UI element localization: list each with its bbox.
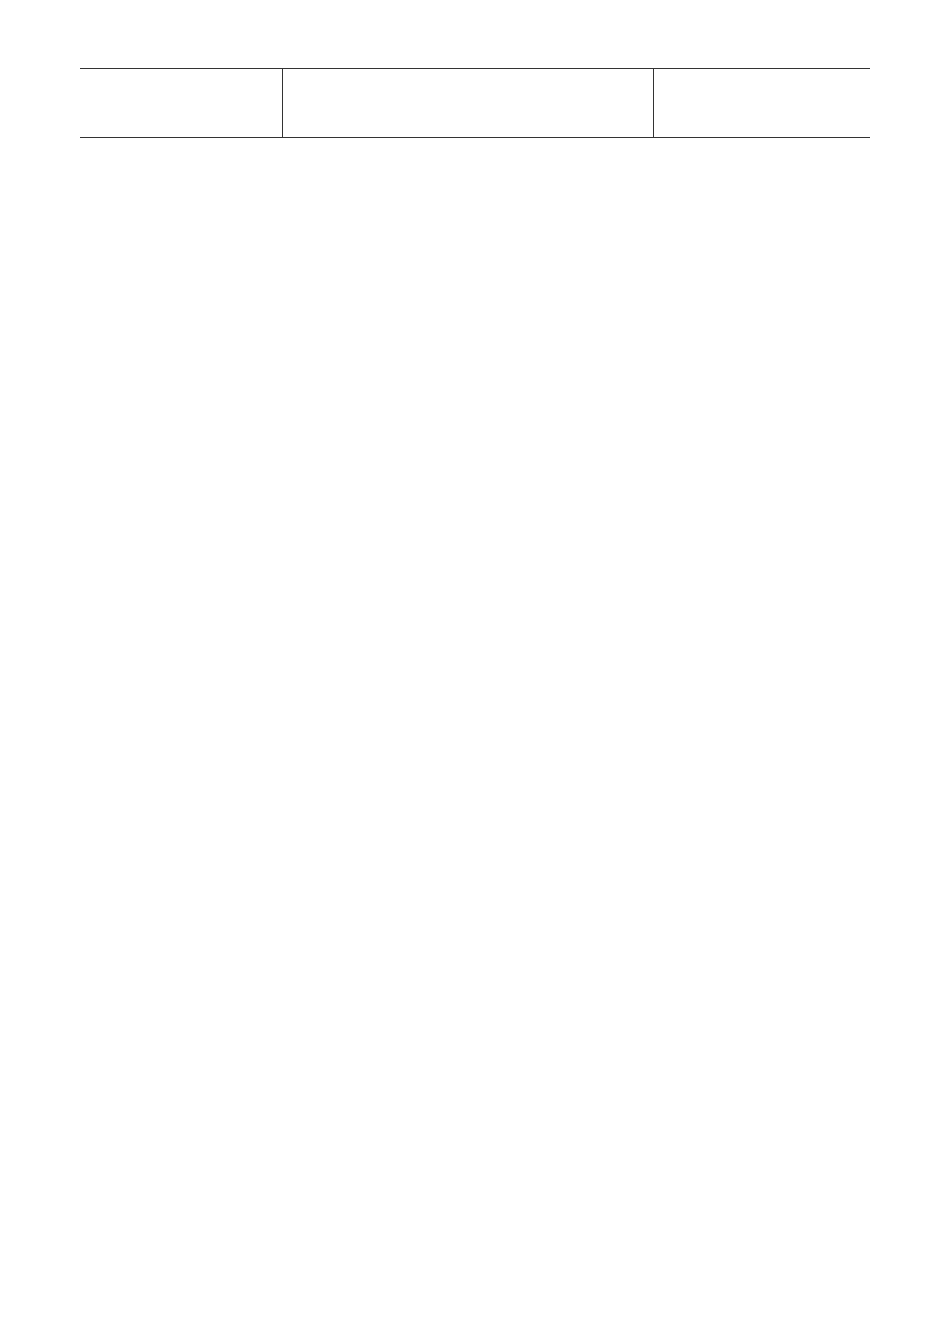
header-meta-cell [80, 69, 283, 137]
page-header [80, 68, 870, 138]
header-motto [283, 69, 654, 137]
